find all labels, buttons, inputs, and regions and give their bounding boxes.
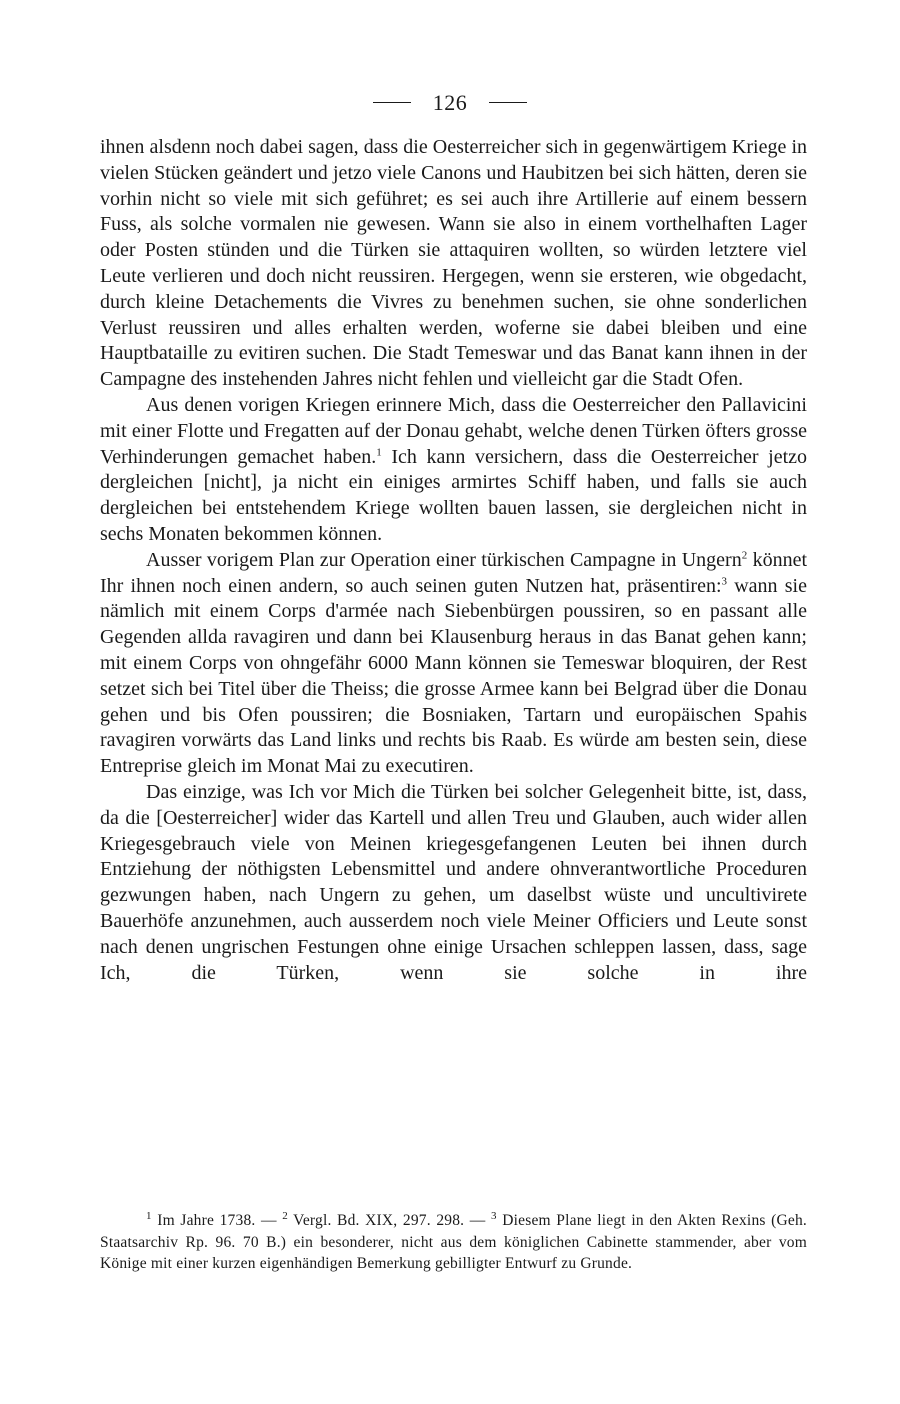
paragraph-text: Ausser vorigem Plan zur Operation einer türkischen Campagne in Ungern — [146, 548, 742, 571]
footnote-text: Vergl. Bd. XIX, 297. 298. — — [287, 1212, 492, 1229]
footnote-ref: 3 — [721, 574, 727, 587]
header-rule-left — [373, 102, 411, 103]
paragraph-text: Aus denen vorigen Kriegen erinnere Mich, dass die Oesterreicher den Pallavicini mit einer Flotte und Fregatten auf der Donau gehabt, welche denen Türken öfters grosse Verhinderungen gemachet haben. — [100, 393, 807, 468]
paragraph-text: ihnen alsdenn noch dabei sagen, dass die Oesterreicher sich in gegenwärtigem Kriege in vielen Stücken geändert und jetzo viele Canons und Haubitzen bei sich hätten, deren sie vorhin nicht so viele mit sich geführet; es sei auch ihre Artillerie auf einem bessern Fuss, als solche vormalen nie gewesen. Wann sie also in einem vorthelhaften Lager oder Posten stünden und die Türken sie attaquiren wollten, so würden letztere viel Leute verlieren und doch nicht reussiren. Hergegen, wenn sie ersteren, wie obgedacht, durch kleine Detachements die Vivres zu benehmen suchen, sie ohne sonderlichen Verlust reussiren und alles erhalten werden, woferne sie dabei bleiben und eine Hauptbataille zu evitiren suchen. Die Stadt Temeswar und das Banat kann ihnen in der Campagne des instehenden Jahres nicht fehlen und vielleicht gar die Stadt Ofen. — [100, 136, 807, 391]
footnote-mark: 1 — [146, 1209, 152, 1222]
page-number: 126 — [432, 89, 468, 115]
paragraph-continued — [100, 135, 807, 393]
paragraph — [100, 393, 807, 548]
paragraph — [100, 780, 807, 986]
footnote-mark: 2 — [282, 1209, 288, 1222]
footnote-mark: 3 — [491, 1209, 497, 1222]
main-text — [100, 135, 807, 986]
paragraph-text: könnet Ihr ihnen noch einen andern, so auch seinen guten Nutzen hat, präsentiren: — [100, 548, 807, 597]
footnote-text: Diesem Plane liegt in den Akten Rexins (Geh. Staatsarchiv Rp. 96. 70 B.) ein besonderer, nicht aus dem königlichen Cabinette stammender, aber vom Könige mit einer kurzen eigenhändigen Bemerkung gebilligter Entwurf zu Grunde. — [100, 1212, 808, 1272]
paragraph — [100, 548, 807, 780]
paragraph-text: Das einzige, was Ich vor Mich die Türken bei solcher Gelegenheit bitte, ist, dass, da die [Oesterreicher] wider das Kartell und allen Treu und Glauben, auch wider allen Kriegesgebrauch viele von Meinen kriegesgefangenen Leuten bei ihnen durch Entziehung der nöthigsten Lebensmittel und andere ohnverantwortliche Proceduren gezwungen haben, nach Ungern zu gehen, um daselbst wüste und uncultivirete Bauerhöfe anzunehmen, auch ausserdem noch viele Meiner Officiers und Leute sonst nach denen ungrischen Festungen ohne einige Ursachen schleppen lassen, dass, sage Ich, die Türken, wenn sie solche in ihre — [100, 780, 807, 984]
footnotes — [100, 1210, 807, 1275]
paragraph-text: wann sie nämlich mit einem Corps d'armée nach Siebenbürgen poussiren, so en passant alle Gegenden allda ravagiren und dann bei Klausenburg heraus in das Banat gehen kann; mit einem Corps von ohngefähr 6000 Mann können sie Temeswar bloquiren, der Rest setzet sich bei Titel über die Theiss; die grosse Armee kann bei Belgrad über die Donau gehen und bis Ofen poussiren; die Bosniaken, Tartarn und europäischen Spahis ravagiren vorwärts das Land links und rechts bis Raab. Es würde am besten sein, diese Entreprise gleich im Monat Mai zu executiren. — [100, 574, 807, 778]
footnote-ref: 2 — [741, 549, 748, 562]
footnote-ref: 1 — [376, 445, 382, 458]
header-rule-right — [489, 102, 527, 103]
page-header — [0, 88, 900, 116]
footnote-text: Im Jahre 1738. — — [151, 1212, 283, 1229]
paragraph-text: Ich kann versichern, dass die Oesterreicher jetzo dergleichen [nicht], ja nicht ein einiges armirtes Schiff haben, und falls sie auch dergleichen bei entstehendem Kriege wollten bauen lassen, sie dergleichen nicht in sechs Monaten bekommen können. — [100, 445, 808, 545]
